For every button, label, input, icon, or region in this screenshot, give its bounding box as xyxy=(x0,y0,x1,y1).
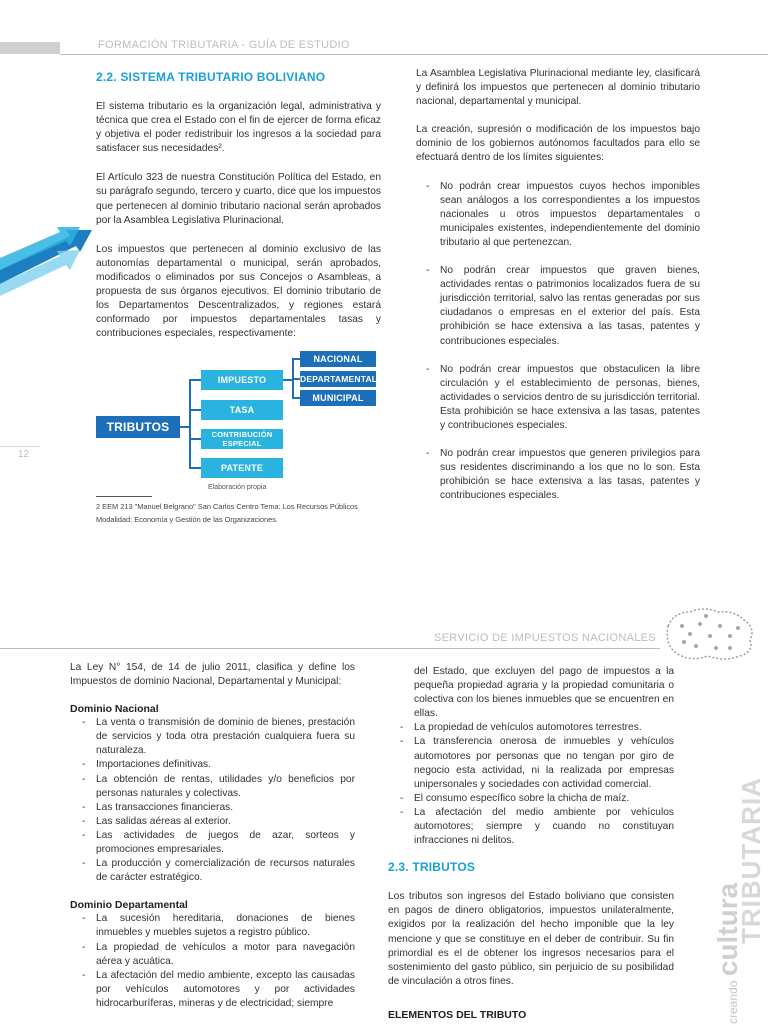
list-item: - La sucesión hereditaria, donaciones de bienes inmuebles y muebles sujetos a registro público. xyxy=(82,912,355,940)
top-header-rule xyxy=(60,54,768,55)
list-item: - No podrán crear impuestos que graven bienes, actividades rentas o patrimonios localizados fuera de su jurisdicción territorial, salvo las rentas generadas por sus ciudadanos o empresas en el exterior del país. Esta prohibición se hace extensiva a las tasas, patentes y contribuciones especiales. xyxy=(426,264,700,349)
list-item: - La obtención de rentas, utilidades y/o beneficios por personas naturales y colectivas. xyxy=(82,773,355,801)
list-item: - Las actividades de juegos de azar, sorteos y promociones empresariales. xyxy=(82,829,355,857)
logo-small-text: creando xyxy=(726,980,740,1024)
top-running-header: FORMACIÓN TRIBUTARIA - GUÍA DE ESTUDIO xyxy=(98,39,350,51)
list-item: - La producción y comercialización de recursos naturales de carácter estratégico. xyxy=(82,857,355,885)
bottom-left-column xyxy=(70,661,355,1011)
section-title-2-2: 2.2. SISTEMA TRIBUTARIO BOLIVIANO xyxy=(96,70,326,84)
diagram-box-municipal: MUNICIPAL xyxy=(300,390,376,406)
cultura-tributaria-logo xyxy=(712,724,768,1024)
list-item: - La afectación del medio ambiente, excepto las causadas por vehículos automotores y por actividades hidrocarburíferas, mineras y de electricidad; siempre xyxy=(82,969,355,1011)
paragraph: La Asamblea Legislativa Plurinacional mediante ley, clasificará y definirá los impuestos que pertenecen al dominio tributario nacional, departamental y municipal. xyxy=(416,68,700,108)
logo-word-cultura: cultura xyxy=(712,882,743,977)
paragraph: El sistema tributario es la organización legal, administrativa y técnica que crea el Estado con el fin de ejercer de forma eficaz y objetiva el poder redistribuir los ingresos a la sociedad para satisfacer sus necesidades². xyxy=(96,101,381,155)
list-item: - La propiedad de vehículos a motor para navegación aérea y acuática. xyxy=(82,941,355,969)
list-item: - Las transacciones financieras. xyxy=(82,801,355,815)
limits-list xyxy=(426,180,700,504)
section-title-2-3: 2.3. TRIBUTOS xyxy=(388,860,476,875)
diagram-connector xyxy=(292,397,300,399)
diagram-box-departamental: DEPARTAMENTAL xyxy=(300,371,376,387)
diagram-box-nacional: NACIONAL xyxy=(300,351,376,367)
diagram-root-tributos: TRIBUTOS xyxy=(96,416,180,438)
list-item: - No podrán crear impuestos cuyos hechos imponibles sean análogos a los correspondientes a los impuestos nacionales u otros impuestos departamentales o municipales existentes, independientemente del dominio tributario al que pertenezcan. xyxy=(426,180,700,250)
list-item: - No podrán crear impuestos que generen privilegios para sus residentes discriminando a los que no lo son. Esta prohibición se hace extensiva a las tasas, patentes y contribuciones especiales. xyxy=(426,447,700,503)
list-item: - La propiedad de vehículos automotores terrestres. xyxy=(400,721,674,735)
dominio-departamental-title: Dominio Departamental xyxy=(70,899,188,912)
diagram-box-patente: PATENTE xyxy=(201,458,283,478)
bolivia-map-icon xyxy=(660,604,760,664)
dominio-nacional-title: Dominio Nacional xyxy=(70,703,159,716)
paragraph: La creación, supresión o modificación de los impuestos bajo dominio de los gobiernos autónomos facultados para ello se efectuará dentro de los límites siguientes: xyxy=(416,124,700,164)
intro-paragraph: La Ley N° 154, de 14 de julio 2011, clasifica y define los Impuestos de dominio Nacional, Departamental y Municipal: xyxy=(70,662,355,688)
list-item: - La transferencia onerosa de inmuebles y vehículos automotores por personas que no tengan por giro de negocio esta actividad, ni la realizada por empresas unipersonales y sociedades con actividad comercial. xyxy=(400,735,674,791)
elementos-del-tributo-title: ELEMENTOS DEL TRIBUTO xyxy=(388,1008,527,1021)
diagram-connector xyxy=(189,409,201,411)
nacional-list xyxy=(82,716,355,885)
departamental-list xyxy=(82,912,355,1011)
top-right-column xyxy=(416,67,700,503)
paragraph: Los impuestos que pertenecen al dominio exclusivo de las autonomías departamental o municipal, serán aprobados, modificados o eliminados por sus Concejos o Asambleas, a propuesta de sus órganos ejecutivos. El dominio tributario de los Departamentos Descentralizados, y regiones estará conformado por impuestos departamentales tasas y contribuciones especiales, respectivamente: xyxy=(96,243,381,340)
logo-word-tributaria: TRIBUTARIA xyxy=(736,777,766,944)
top-left-column xyxy=(96,100,381,341)
list-item: - El consumo específico sobre la chicha de maíz. xyxy=(400,792,674,806)
page-number: 12 xyxy=(18,449,30,460)
list-item: - No podrán crear impuestos que obstaculicen la libre circulación y el establecimiento de personas, bienes, actividades o servicios dentro de su jurisdicción territorial. Esta prohibición se hace extensiva a las tasas, patentes y contribuciones especiales. xyxy=(426,363,700,433)
diagram-connector xyxy=(189,379,191,469)
list-item: - La venta o transmisión de dominio de bienes, prestación de servicios y toda otra prestación cualquiera fuera su naturaleza. xyxy=(82,716,355,758)
diagram-connector xyxy=(292,358,300,360)
page-number-rule xyxy=(0,446,40,447)
diagram-caption: Elaboración propia xyxy=(208,484,267,491)
diagram-box-tasa: TASA xyxy=(201,400,283,420)
continuation-text: del Estado, que excluyen del pago de impuestos a la pequeña propiedad agraria y la propiedad comunitaria o colectiva con los bienes inmuebles que se encuentren en ellas. xyxy=(414,666,674,720)
footnote-rule xyxy=(96,496,152,497)
decorative-arrows-graphic xyxy=(0,210,110,300)
diagram-box-contribucion-especial: CONTRIBUCIÓN ESPECIAL xyxy=(201,429,283,449)
bottom-running-header: SERVICIO DE IMPUESTOS NACIONALES xyxy=(434,632,656,644)
diagram-connector xyxy=(292,378,300,380)
header-gray-bar xyxy=(0,42,60,54)
bottom-header-rule xyxy=(0,648,660,649)
list-item: - La afectación del medio ambiente por vehículos automotores; siempre y cuando no constituyan infracciones ni delitos. xyxy=(400,806,674,848)
paragraph: El Artículo 323 de nuestra Constitución Política del Estado, en su parágrafo segundo, tercero y cuarto, dice que los impuestos que pertenecen al dominio tributario nacional serán aprobados por la Asamblea Legislativa Plurinacional. xyxy=(96,172,381,226)
tributos-paragraph: Los tributos son ingresos del Estado boliviano que consisten en pagos de dinero obligatorios, impuestos unilateralmente, exigidos por la realización del hecho imponible que la ley mencione y que se constituye en el deber de contribuir. Su fin primordial es el de obtener los ingresos necesarios para el sostenimiento del gasto público, sin perjuicio de su posibilidad de vinculación a otros fines. xyxy=(388,891,674,987)
diagram-box-impuesto: IMPUESTO xyxy=(201,370,283,390)
list-item: - Importaciones definitivas. xyxy=(82,758,355,772)
diagram-connector xyxy=(189,379,201,381)
bottom-right-column xyxy=(388,665,674,1021)
footnote: 2 EEM 213 "Manuel Belgrano" San Carlos Centro Tema: Los Recursos Públicos Modalidad: Economía y Gestión de las Organizaciones. xyxy=(96,502,358,524)
diagram-connector xyxy=(189,467,201,469)
municipal-list xyxy=(400,721,674,848)
diagram-connector xyxy=(189,438,201,440)
list-item: - Las salidas aéreas al exterior. xyxy=(82,815,355,829)
